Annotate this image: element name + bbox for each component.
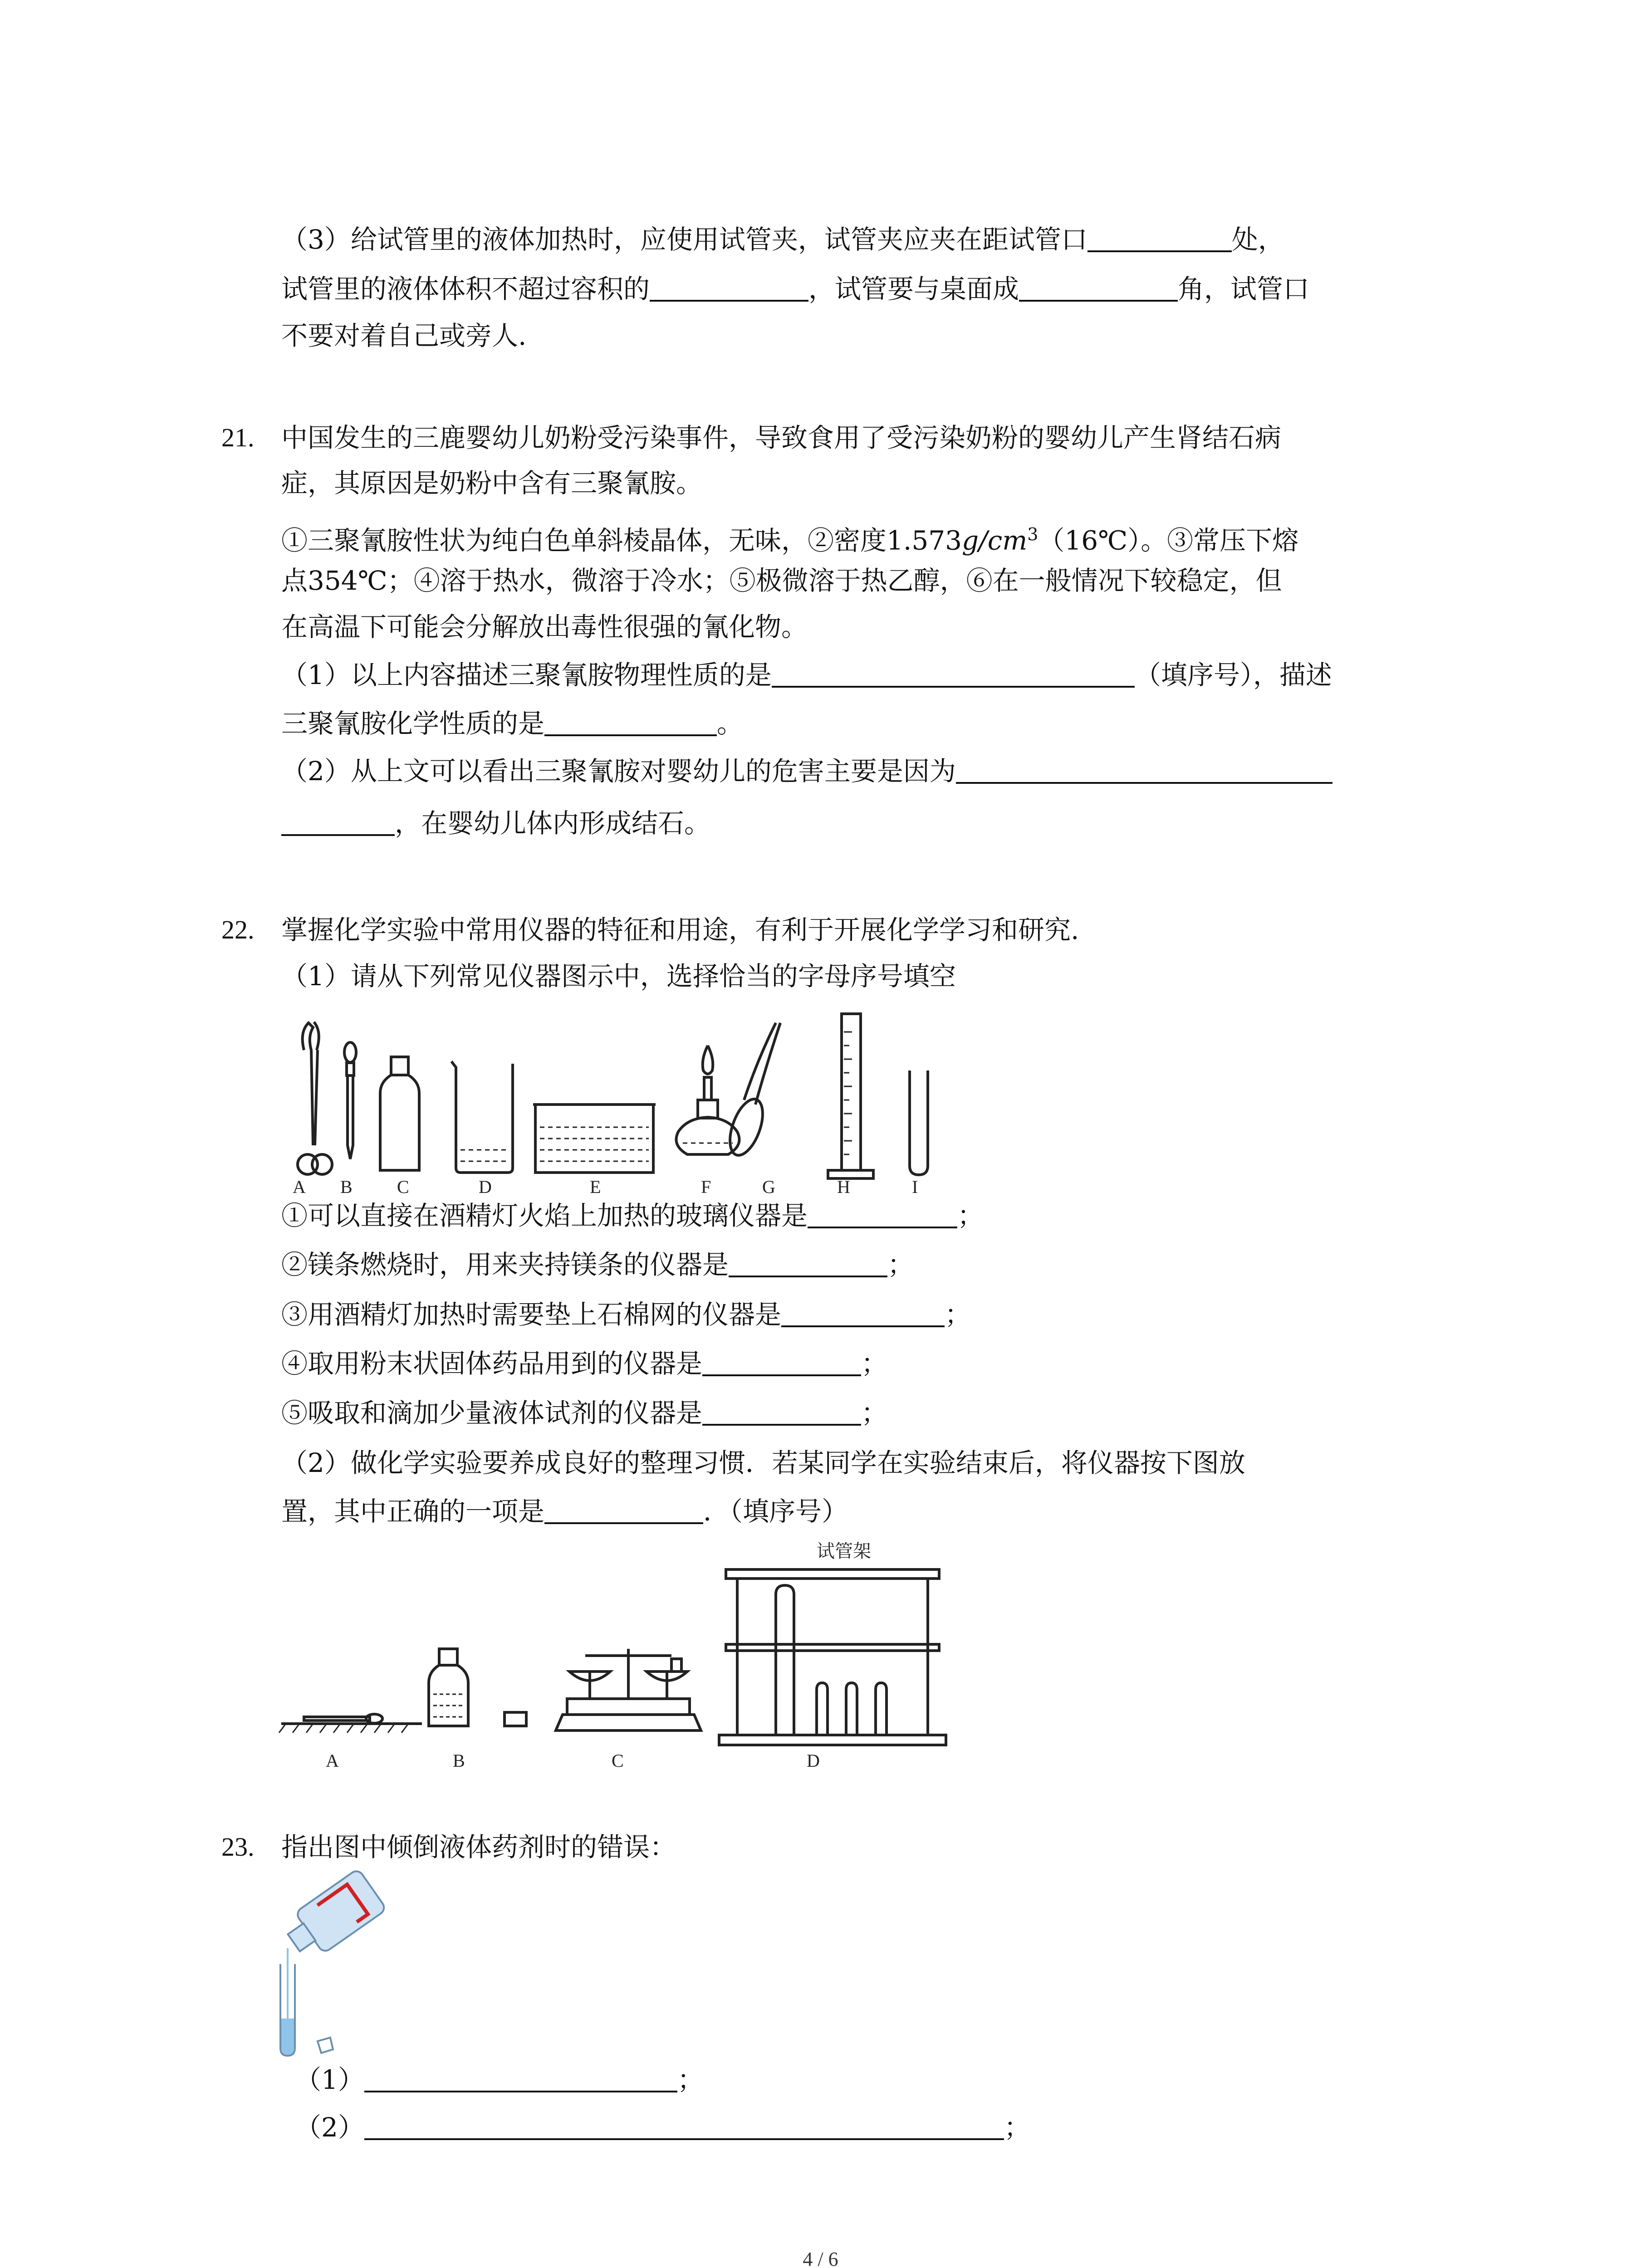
q22-item-4: ④取用粉末状固体药品用到的仪器是 ； xyxy=(281,1348,888,1379)
q22-item-3: ③用酒精灯加热时需要垫上石棉网的仪器是 ； xyxy=(281,1299,971,1330)
q22-item-2: ②镁条燃烧时，用来夹持镁条的仪器是 ； xyxy=(281,1249,914,1280)
q23-line1: 指出图中倾倒液体药剂时的错误： xyxy=(281,1832,676,1862)
instruments-figure xyxy=(272,996,971,1195)
q21-line2: 症，其原因是奶粉中含有三聚氰胺。 xyxy=(281,468,703,499)
q21-line1: 中国发生的三鹿婴幼儿奶粉受污染事件，导致食用了受污染奶粉的婴幼儿产生肾结石病 xyxy=(281,422,1282,453)
answer-blank[interactable] xyxy=(1087,223,1232,252)
fig1-label: F xyxy=(701,1177,711,1195)
answer-blank[interactable] xyxy=(364,2111,1004,2140)
page-number: 4 / 6 xyxy=(803,2248,838,2268)
q21-sub2-line1: （2）从上文可以看出三聚氰胺对婴幼儿的危害主要是因为 xyxy=(281,753,1332,789)
answer-blank[interactable] xyxy=(956,755,1332,784)
q20-sub3-line1: （3）给试管里的液体加热时，应使用试管夹，试管夹应夹在距试管口 处， xyxy=(281,224,1284,255)
q20-sub3-line2: 试管里的液体体积不超过容积的 ，试管要与桌面成 角，试管口 xyxy=(281,274,1310,304)
answer-blank[interactable] xyxy=(702,1347,861,1376)
fig2-label: D xyxy=(807,1750,820,1771)
answer-blank[interactable] xyxy=(544,1495,703,1524)
answer-blank[interactable] xyxy=(364,2063,677,2092)
q22-sub2-line2: 置，其中正确的一项是 ．（填序号） xyxy=(281,1496,848,1527)
fig1-label: D xyxy=(479,1177,492,1195)
arrangement-figure xyxy=(272,1535,953,1780)
answer-blank[interactable] xyxy=(729,1248,887,1277)
answer-blank[interactable] xyxy=(544,707,717,736)
fig1-label: E xyxy=(590,1177,601,1195)
question-number: 22. xyxy=(221,915,255,944)
fig1-label: I xyxy=(912,1177,918,1195)
q22-item-1: ①可以直接在酒精灯火焰上加热的玻璃仪器是 ； xyxy=(281,1200,984,1231)
q20-sub3-line3: 不要对着自己或旁人. xyxy=(281,320,527,351)
answer-blank[interactable] xyxy=(772,659,1135,688)
pouring-figure xyxy=(272,1869,390,2059)
q22-item-5: ⑤吸取和滴加少量液体试剂的仪器是 ； xyxy=(281,1398,888,1428)
q22-sub2-line1: （2）做化学实验要养成良好的整理习惯．若某同学在实验结束后，将仪器按下图放 xyxy=(281,1447,1245,1478)
answer-blank[interactable] xyxy=(808,1199,957,1228)
fig2-label: B xyxy=(453,1750,465,1771)
fig2-label: A xyxy=(326,1750,339,1771)
fig1-label: C xyxy=(397,1177,409,1195)
q21-sub1-line1: （1）以上内容描述三聚氰胺物理性质的是 （填序号），描述 xyxy=(281,660,1332,690)
answer-blank[interactable] xyxy=(702,1397,861,1426)
fig1-label: G xyxy=(762,1177,775,1195)
fig2-label: C xyxy=(612,1750,624,1771)
answer-blank[interactable] xyxy=(281,807,395,836)
q23-answer-1: （1） ； xyxy=(295,2064,704,2095)
fig1-label: B xyxy=(340,1177,353,1195)
q22-sub1-prompt: （1）请从下列常见仪器图示中，选择恰当的字母序号填空 xyxy=(281,961,956,992)
answer-blank[interactable] xyxy=(1019,273,1178,302)
answer-blank[interactable] xyxy=(650,273,808,302)
q21-line5: 在高温下可能会分解放出毒性很强的氰化物。 xyxy=(281,611,808,642)
q21-sub2-line2: ，在婴幼儿体内形成结石。 xyxy=(281,805,710,841)
q22-line1: 掌握化学实验中常用仪器的特征和用途，有利于开展化学学习和研究. xyxy=(281,914,1079,945)
fig1-label: H xyxy=(837,1177,850,1195)
question-number: 23. xyxy=(221,1832,255,1862)
q21-sub1-line2: 三聚氰胺化学性质的是 。 xyxy=(281,708,744,739)
q21-line4: 点354℃；④溶于热水，微溶于冷水；⑤极微溶于热乙醇，⑥在一般情况下较稳定，但 xyxy=(281,565,1282,596)
test-tube-rack-label: 试管架 xyxy=(817,1541,871,1561)
answer-blank[interactable] xyxy=(781,1298,945,1327)
fig1-label: A xyxy=(293,1177,306,1195)
q21-line3: ①三聚氰胺性状为纯白色单斜棱晶体，无味，②密度$1.573g/cm^3(16℃)$。③常压下熔 xyxy=(281,524,1299,556)
question-number: 21. xyxy=(221,423,255,452)
q23-answer-2: （2） ； xyxy=(295,2112,1030,2143)
